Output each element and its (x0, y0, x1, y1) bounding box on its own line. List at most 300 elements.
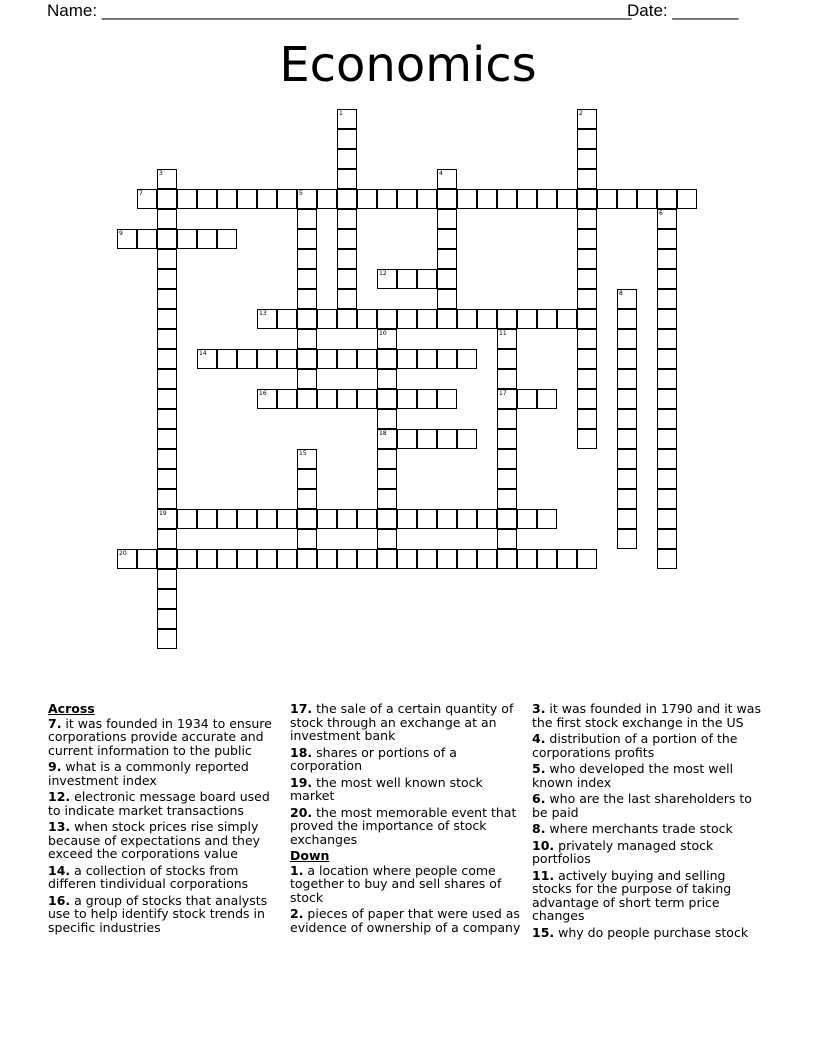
grid-cell[interactable] (197, 349, 217, 369)
grid-cell[interactable] (457, 309, 477, 329)
grid-cell[interactable] (197, 549, 217, 569)
grid-cell[interactable] (577, 289, 597, 309)
grid-cell[interactable] (497, 469, 517, 489)
grid-cell[interactable] (557, 549, 577, 569)
grid-cell[interactable] (397, 349, 417, 369)
clue-number: 13 (259, 310, 267, 317)
clue-text: where merchants trade stock (545, 821, 733, 836)
grid-cell[interactable] (377, 449, 397, 469)
grid-cell[interactable] (277, 189, 297, 209)
grid-cell[interactable] (617, 349, 637, 369)
grid-cell[interactable] (377, 189, 397, 209)
grid-cell[interactable] (497, 489, 517, 509)
grid-cell[interactable] (157, 249, 177, 269)
grid-cell[interactable] (177, 509, 197, 529)
grid-cell[interactable] (137, 549, 157, 569)
grid-cell[interactable] (397, 389, 417, 409)
grid-cell[interactable] (257, 549, 277, 569)
grid-cell[interactable] (357, 309, 377, 329)
grid-cell[interactable] (297, 309, 317, 329)
grid-cell[interactable] (317, 189, 337, 209)
grid-cell[interactable] (457, 549, 477, 569)
grid-cell[interactable] (337, 149, 357, 169)
grid-cell[interactable] (537, 189, 557, 209)
grid-cell[interactable] (657, 189, 677, 209)
grid-cell[interactable] (297, 529, 317, 549)
grid-cell[interactable] (377, 369, 397, 389)
clue-text: pieces of paper that were used as evidence of ownership of a company (290, 906, 521, 935)
grid-cell[interactable] (417, 509, 437, 529)
grid-cell[interactable] (377, 409, 397, 429)
grid-cell[interactable] (577, 329, 597, 349)
grid-cell[interactable] (297, 229, 317, 249)
grid-cell[interactable] (417, 349, 437, 369)
page-title: Economics (279, 37, 537, 93)
grid-cell[interactable] (557, 309, 577, 329)
grid-cell[interactable] (337, 209, 357, 229)
clue-number: 9 (119, 230, 123, 237)
grid-cell[interactable] (397, 509, 417, 529)
grid-cell[interactable] (617, 369, 637, 389)
grid-cell[interactable] (657, 429, 677, 449)
grid-cell[interactable] (357, 389, 377, 409)
grid-cell[interactable] (417, 189, 437, 209)
grid-cell[interactable] (157, 529, 177, 549)
grid-cell[interactable] (277, 309, 297, 329)
clue-number: 2. (290, 906, 304, 921)
grid-cell[interactable] (537, 309, 557, 329)
grid-cell[interactable] (417, 309, 437, 329)
grid-cell[interactable] (337, 509, 357, 529)
grid-cell[interactable] (137, 189, 157, 209)
grid-cell[interactable] (457, 349, 477, 369)
grid-cell[interactable] (537, 509, 557, 529)
grid-cell[interactable] (157, 489, 177, 509)
grid-cell[interactable] (517, 309, 537, 329)
grid-cell[interactable] (397, 189, 417, 209)
grid-cell[interactable] (437, 349, 457, 369)
grid-cell[interactable] (617, 309, 637, 329)
grid-cell[interactable] (297, 389, 317, 409)
grid-cell[interactable] (317, 349, 337, 369)
grid-cell[interactable] (517, 189, 537, 209)
grid-cell[interactable] (537, 549, 557, 569)
grid-cell[interactable] (637, 189, 657, 209)
grid-cell[interactable] (277, 349, 297, 369)
grid-cell[interactable] (397, 309, 417, 329)
clue-number: 10 (379, 330, 387, 337)
grid-cell[interactable] (337, 169, 357, 189)
clue-number: 5. (532, 761, 546, 776)
grid-cell[interactable] (657, 349, 677, 369)
clue-text: who developed the most well known index (532, 761, 734, 790)
grid-cell[interactable] (577, 149, 597, 169)
grid-cell[interactable] (357, 549, 377, 569)
grid-cell[interactable] (337, 189, 357, 209)
grid-cell[interactable] (437, 189, 457, 209)
clue-number: 3. (532, 701, 546, 716)
clue-number: 17. (290, 701, 313, 716)
clue-text: the sale of a certain quantity of stock through an exchange at an investment bank (290, 701, 514, 743)
clue-number: 20 (119, 550, 127, 557)
clue-text: why do people purchase stock (554, 924, 749, 940)
grid-cell[interactable] (357, 509, 377, 529)
grid-cell[interactable] (577, 269, 597, 289)
clue-number: 14 (199, 350, 207, 357)
grid-cell[interactable] (457, 509, 477, 529)
clue-number: 20. (290, 804, 313, 820)
grid-cell[interactable] (297, 189, 317, 209)
across-clue (48, 864, 284, 891)
grid-cell[interactable] (597, 189, 617, 209)
grid-cell[interactable] (657, 469, 677, 489)
grid-cell[interactable] (397, 269, 417, 289)
grid-cell[interactable] (377, 309, 397, 329)
grid-cell[interactable] (577, 549, 597, 569)
grid-cell[interactable] (257, 389, 277, 409)
grid-cell[interactable] (437, 389, 457, 409)
grid-cell[interactable] (177, 189, 197, 209)
grid-cell[interactable] (657, 409, 677, 429)
grid-cell[interactable] (657, 449, 677, 469)
grid-cell[interactable] (617, 429, 637, 449)
grid-cell[interactable] (497, 529, 517, 549)
grid-cell[interactable] (337, 129, 357, 149)
clue-number: 18 (379, 430, 387, 437)
grid-cell[interactable] (617, 489, 637, 509)
grid-cell[interactable] (157, 169, 177, 189)
clue-number: 11. (532, 867, 555, 883)
grid-cell[interactable] (237, 349, 257, 369)
grid-cell[interactable] (617, 529, 637, 549)
clue-number: 2 (579, 110, 583, 117)
clue-number: 11 (499, 330, 507, 337)
down-clue (532, 702, 768, 729)
grid-cell[interactable] (677, 189, 697, 209)
clue-number: 9. (48, 759, 62, 774)
grid-cell[interactable] (437, 549, 457, 569)
clue-column-1 (48, 702, 284, 937)
grid-cell[interactable] (157, 549, 177, 569)
grid-cell[interactable] (177, 229, 197, 249)
grid-cell[interactable] (617, 329, 637, 349)
grid-cell[interactable] (297, 209, 317, 229)
grid-cell[interactable] (377, 529, 397, 549)
grid-cell[interactable] (377, 549, 397, 569)
grid-cell[interactable] (297, 449, 317, 469)
grid-cell[interactable] (317, 509, 337, 529)
grid-cell[interactable] (557, 189, 577, 209)
grid-cell[interactable] (157, 569, 177, 589)
name-blank[interactable]: ________________________________________________________ (101, 1, 632, 20)
grid-cell[interactable] (117, 229, 137, 249)
grid-cell[interactable] (337, 249, 357, 269)
grid-cell[interactable] (517, 389, 537, 409)
grid-cell[interactable] (297, 249, 317, 269)
grid-cell[interactable] (577, 309, 597, 329)
grid-cell[interactable] (357, 349, 377, 369)
grid-cell[interactable] (257, 189, 277, 209)
clue-number: 6. (532, 791, 546, 806)
grid-cell[interactable] (577, 189, 597, 209)
grid-cell[interactable] (237, 549, 257, 569)
grid-cell[interactable] (577, 429, 597, 449)
grid-cell[interactable] (577, 249, 597, 269)
grid-cell[interactable] (577, 409, 597, 429)
grid-cell[interactable] (437, 209, 457, 229)
grid-cell[interactable] (297, 469, 317, 489)
grid-cell[interactable] (157, 329, 177, 349)
grid-cell[interactable] (377, 269, 397, 289)
grid-cell[interactable] (257, 349, 277, 369)
grid-cell[interactable] (497, 429, 517, 449)
grid-cell[interactable] (157, 289, 177, 309)
grid-cell[interactable] (277, 549, 297, 569)
across-clue (48, 894, 284, 935)
grid-cell[interactable] (277, 389, 297, 409)
grid-cell[interactable] (657, 249, 677, 269)
grid-cell[interactable] (437, 309, 457, 329)
grid-cell[interactable] (157, 189, 177, 209)
grid-cell[interactable] (437, 229, 457, 249)
clue-number: 17 (499, 390, 507, 397)
grid-cell[interactable] (337, 229, 357, 249)
grid-cell[interactable] (577, 209, 597, 229)
grid-cell[interactable] (657, 329, 677, 349)
grid-cell[interactable] (337, 349, 357, 369)
grid-cell[interactable] (117, 549, 137, 569)
grid-cell[interactable] (397, 549, 417, 569)
grid-cell[interactable] (617, 389, 637, 409)
grid-cell[interactable] (377, 489, 397, 509)
down-clue (290, 907, 526, 934)
grid-cell[interactable] (497, 509, 517, 529)
grid-cell[interactable] (437, 169, 457, 189)
grid-cell[interactable] (497, 549, 517, 569)
down-clue (290, 864, 526, 905)
grid-cell[interactable] (477, 549, 497, 569)
clue-number: 8. (532, 821, 546, 836)
grid-cell[interactable] (377, 509, 397, 529)
grid-cell[interactable] (657, 509, 677, 529)
grid-cell[interactable] (237, 189, 257, 209)
grid-cell[interactable] (377, 349, 397, 369)
grid-cell[interactable] (317, 309, 337, 329)
grid-cell[interactable] (657, 529, 677, 549)
grid-cell[interactable] (157, 309, 177, 329)
grid-cell[interactable] (497, 329, 517, 349)
clue-number: 16. (48, 892, 71, 908)
grid-cell[interactable] (497, 189, 517, 209)
grid-cell[interactable] (477, 309, 497, 329)
grid-cell[interactable] (297, 509, 317, 529)
grid-cell[interactable] (357, 189, 377, 209)
grid-cell[interactable] (297, 349, 317, 369)
grid-cell[interactable] (297, 549, 317, 569)
grid-cell[interactable] (337, 289, 357, 309)
grid-cell[interactable] (577, 369, 597, 389)
grid-cell[interactable] (157, 629, 177, 649)
grid-cell[interactable] (497, 369, 517, 389)
grid-cell[interactable] (377, 329, 397, 349)
across-clue (290, 702, 526, 743)
grid-cell[interactable] (297, 369, 317, 389)
grid-cell[interactable] (617, 449, 637, 469)
grid-cell[interactable] (137, 229, 157, 249)
grid-cell[interactable] (617, 509, 637, 529)
date-blank[interactable]: _______ (672, 1, 739, 20)
grid-cell[interactable] (657, 229, 677, 249)
grid-cell[interactable] (157, 229, 177, 249)
grid-cell[interactable] (577, 169, 597, 189)
clue-number: 6 (659, 210, 663, 217)
grid-cell[interactable] (477, 509, 497, 529)
grid-cell[interactable] (437, 429, 457, 449)
across-clue (48, 820, 284, 861)
grid-cell[interactable] (217, 509, 237, 529)
clue-column-3 (532, 702, 768, 942)
grid-cell[interactable] (217, 549, 237, 569)
grid-cell[interactable] (197, 229, 217, 249)
grid-cell[interactable] (197, 189, 217, 209)
grid-cell[interactable] (217, 229, 237, 249)
grid-cell[interactable] (157, 589, 177, 609)
grid-cell[interactable] (157, 609, 177, 629)
down-clue (532, 792, 768, 819)
clue-number: 15. (532, 924, 555, 940)
grid-cell[interactable] (657, 369, 677, 389)
clue-text: electronic message board used to indicate market transactions (48, 789, 270, 818)
grid-cell[interactable] (157, 369, 177, 389)
grid-cell[interactable] (157, 409, 177, 429)
grid-cell[interactable] (437, 289, 457, 309)
grid-cell[interactable] (497, 349, 517, 369)
clue-number: 8 (619, 290, 623, 297)
grid-cell[interactable] (337, 389, 357, 409)
grid-cell[interactable] (657, 269, 677, 289)
clue-number: 10. (532, 837, 555, 853)
grid-cell[interactable] (657, 309, 677, 329)
grid-cell[interactable] (577, 109, 597, 129)
grid-cell[interactable] (297, 329, 317, 349)
grid-cell[interactable] (217, 349, 237, 369)
clue-number: 18. (290, 744, 313, 760)
grid-cell[interactable] (197, 509, 217, 529)
grid-cell[interactable] (657, 289, 677, 309)
grid-cell[interactable] (497, 309, 517, 329)
grid-cell[interactable] (617, 289, 637, 309)
grid-cell[interactable] (617, 189, 637, 209)
down-heading: Down (290, 848, 330, 863)
down-clue (532, 762, 768, 789)
grid-cell[interactable] (397, 429, 417, 449)
date-label: Date: (627, 1, 668, 20)
grid-cell[interactable] (177, 549, 197, 569)
clue-number: 4 (439, 170, 443, 177)
grid-cell[interactable] (517, 509, 537, 529)
clue-number: 3 (159, 170, 163, 177)
grid-cell[interactable] (497, 389, 517, 409)
clue-number: 1 (339, 110, 343, 117)
grid-cell[interactable] (657, 489, 677, 509)
clue-column-2 (290, 702, 526, 937)
grid-cell[interactable] (537, 389, 557, 409)
across-clue (48, 760, 284, 787)
across-clue (48, 790, 284, 817)
clue-number: 19 (159, 510, 167, 517)
grid-cell[interactable] (377, 389, 397, 409)
grid-cell[interactable] (157, 449, 177, 469)
grid-cell[interactable] (417, 549, 437, 569)
grid-cell[interactable] (417, 269, 437, 289)
grid-cell[interactable] (257, 509, 277, 529)
clue-text: when stock prices rise simply because of expectations and they exceed the corporations value (48, 819, 261, 861)
grid-cell[interactable] (277, 509, 297, 529)
clue-text: who are the last shareholders to be paid (532, 791, 752, 820)
clue-number: 7. (48, 715, 62, 731)
grid-cell[interactable] (437, 269, 457, 289)
grid-cell[interactable] (497, 409, 517, 429)
grid-cell[interactable] (157, 509, 177, 529)
grid-cell[interactable] (577, 389, 597, 409)
grid-cell[interactable] (337, 549, 357, 569)
grid-cell[interactable] (657, 549, 677, 569)
grid-cell[interactable] (497, 449, 517, 469)
grid-cell[interactable] (617, 409, 637, 429)
grid-cell[interactable] (297, 489, 317, 509)
grid-cell[interactable] (337, 309, 357, 329)
grid-cell[interactable] (157, 429, 177, 449)
grid-cell[interactable] (577, 129, 597, 149)
grid-cell[interactable] (257, 309, 277, 329)
grid-cell[interactable] (437, 509, 457, 529)
grid-cell[interactable] (417, 429, 437, 449)
grid-cell[interactable] (317, 549, 337, 569)
clue-text: actively buying and selling stocks for the purpose of taking advantage of short term price changes (532, 867, 732, 923)
grid-cell[interactable] (477, 189, 497, 209)
clue-text: a location where people come together to buy and sell shares of stock (290, 862, 502, 905)
grid-cell[interactable] (157, 389, 177, 409)
clue-number: 12. (48, 789, 71, 804)
grid-cell[interactable] (617, 469, 637, 489)
grid-cell[interactable] (377, 429, 397, 449)
grid-cell[interactable] (517, 549, 537, 569)
grid-cell[interactable] (157, 469, 177, 489)
grid-cell[interactable] (157, 349, 177, 369)
grid-cell[interactable] (457, 429, 477, 449)
grid-cell[interactable] (657, 209, 677, 229)
grid-cell[interactable] (457, 189, 477, 209)
grid-cell[interactable] (297, 289, 317, 309)
grid-cell[interactable] (437, 249, 457, 269)
clue-number: 15 (299, 450, 307, 457)
down-clue (532, 839, 768, 866)
grid-cell[interactable] (337, 269, 357, 289)
grid-cell[interactable] (217, 189, 237, 209)
grid-cell[interactable] (577, 229, 597, 249)
grid-cell[interactable] (577, 349, 597, 369)
grid-cell[interactable] (657, 389, 677, 409)
grid-cell[interactable] (157, 269, 177, 289)
grid-cell[interactable] (377, 469, 397, 489)
down-clue (532, 926, 768, 940)
grid-cell[interactable] (337, 109, 357, 129)
grid-cell[interactable] (297, 269, 317, 289)
grid-cell[interactable] (157, 209, 177, 229)
grid-cell[interactable] (237, 509, 257, 529)
grid-cell[interactable] (417, 389, 437, 409)
grid-cell[interactable] (317, 389, 337, 409)
